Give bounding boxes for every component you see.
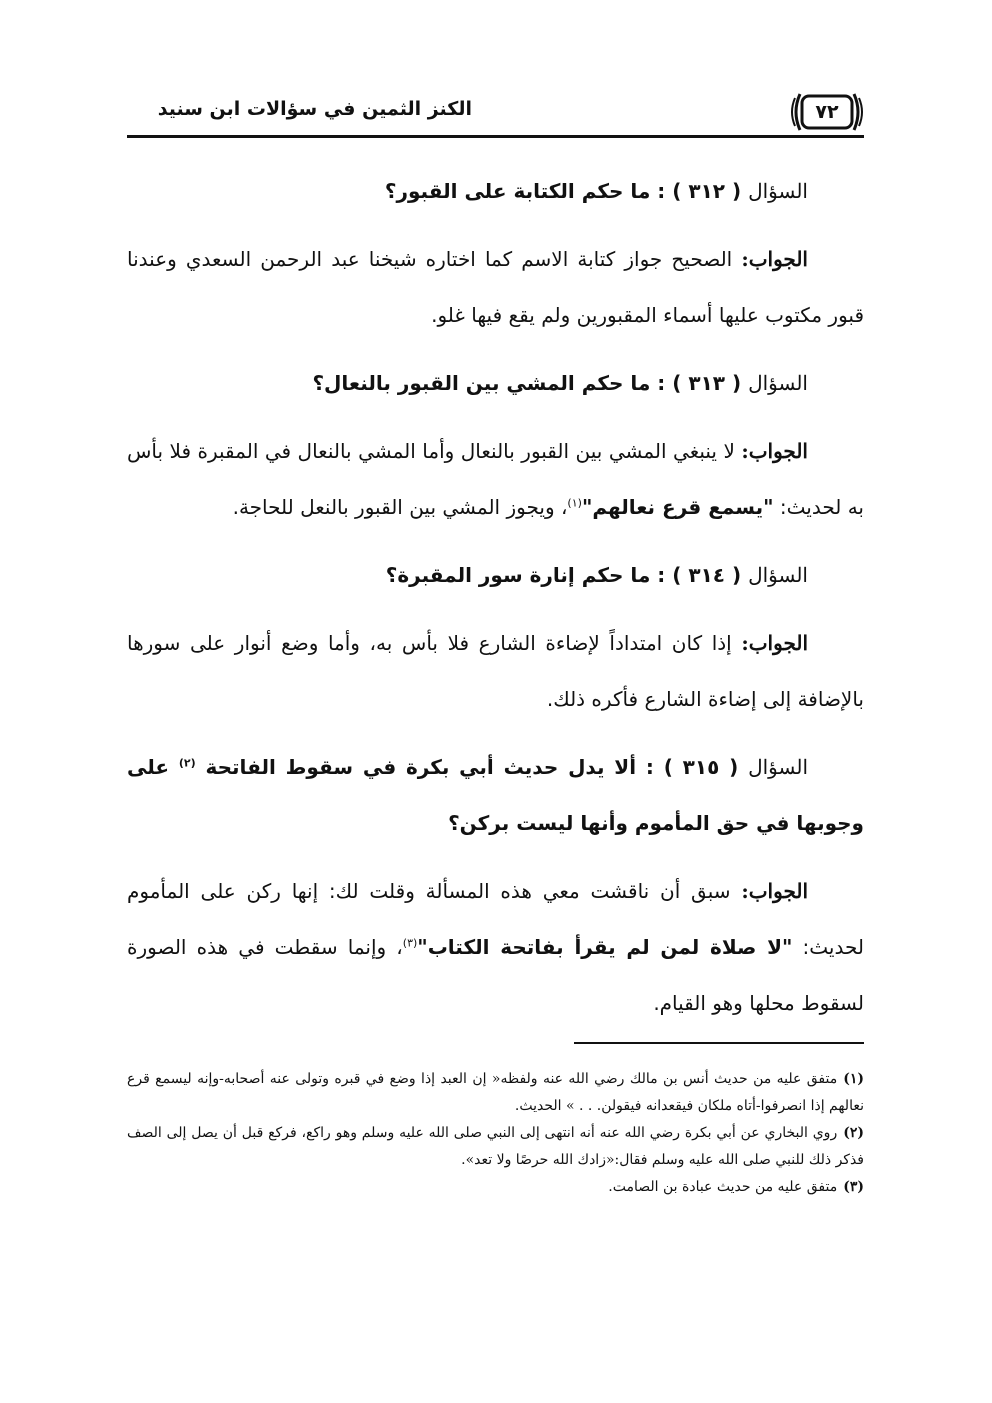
question-number: ( ٣١٢ ) :	[657, 179, 742, 203]
footnote-ref: (٣)	[402, 936, 418, 950]
question-text: ما حكم الكتابة على القبور؟	[384, 179, 651, 203]
question-number: ( ٣١٣ ) :	[657, 371, 742, 395]
hadith-quote: "يسمع قرع نعالهم"	[581, 495, 774, 519]
footnote-text: روي البخاري عن أبي بكرة رضي الله عنه أنه انتهى إلى النبي صلى الله عليه وسلم وهو راكع، فركع قبل أن يصل إلى الصف فذكر ذلك للنبي صلى الله عليه وسلم فقال:«زادك الله حرصًا ولا تعد».	[127, 1125, 864, 1168]
question-text-continued: على وجوبها في حق المأموم وأنها ليست بركن؟	[127, 755, 864, 835]
question-label: السؤال	[748, 563, 808, 587]
footnote-number: (٣)	[843, 1179, 864, 1195]
answer-label: الجواب:	[741, 631, 809, 655]
answer-text-continued: ، ويجوز المشي بين القبور بالنعل للحاجة.	[232, 495, 568, 519]
question-label: السؤال	[748, 179, 808, 203]
main-content	[127, 163, 864, 1043]
question-text: ألا يدل حديث أبي بكرة في سقوط الفاتحة	[205, 755, 637, 779]
footnote-ref: (٢)	[178, 756, 196, 770]
page-header	[127, 92, 864, 136]
footnote-text: متفق عليه من حديث أنس بن مالك رضي الله عنه ولفظه« إن العبد إذا وضع في قبره وتولى عنه أصحابه-وإنه ليسمع قرع نعالهم إذا انصرفوا-أتاه ملكان فيقعدانه فيقولن. . . » الحديث.	[127, 1071, 864, 1114]
answer-label: الجواب:	[741, 439, 808, 463]
footnote-2	[127, 1120, 864, 1174]
page-number: ٧٢	[815, 101, 839, 123]
book-title: الكنز الثمين في سؤالات ابن سنيد	[157, 98, 472, 120]
question-313	[127, 355, 864, 411]
question-315	[127, 739, 864, 851]
answer-text-continued: ، وإنما سقطت في هذه الصورة لسقوط محلها وهو القيام.	[127, 935, 864, 1015]
answer-312	[127, 231, 864, 343]
answer-label: الجواب:	[741, 879, 809, 903]
question-312	[127, 163, 864, 219]
answer-314	[127, 615, 864, 727]
footnote-ref: (١)	[567, 496, 582, 510]
question-314	[127, 547, 864, 603]
hadith-quote: "لا صلاة لمن لم يقرأ بفاتحة الكتاب"	[417, 935, 793, 959]
footnote-number: (١)	[843, 1071, 864, 1087]
answer-text: إذا كان امتداداً لإضاءة الشارع فلا بأس به، وأما وضع أنوار على سورها بالإضافة إلى إضاءة الشارع فأكره ذلك.	[127, 631, 864, 711]
answer-label: الجواب:	[741, 247, 808, 271]
footnote-3	[127, 1174, 864, 1201]
footnote-text: متفق عليه من حديث عبادة بن الصامت.	[608, 1179, 838, 1195]
footnotes	[127, 1066, 864, 1201]
question-label: السؤال	[748, 755, 809, 779]
page-number-badge	[790, 92, 864, 132]
question-number: ( ٣١٥ ) :	[645, 755, 739, 779]
question-text: ما حكم إنارة سور المقبرة؟	[385, 563, 651, 587]
footnote-number: (٢)	[843, 1125, 864, 1141]
answer-313	[127, 423, 864, 535]
footnote-separator	[574, 1042, 864, 1044]
answer-315	[127, 863, 864, 1031]
question-text: ما حكم المشي بين القبور بالنعال؟	[312, 371, 651, 395]
question-label: السؤال	[748, 371, 808, 395]
answer-text: سبق أن ناقشت معي هذه المسألة وقلت لك: إنها ركن على المأموم لحديث:	[127, 879, 864, 959]
footnote-1	[127, 1066, 864, 1120]
answer-text: الصحيح جواز كتابة الاسم كما اختاره شيخنا عبد الرحمن السعدي وعندنا قبور مكتوب عليها أسماء المقبورين ولم يقع فيها غلو.	[127, 247, 864, 327]
answer-text: لا ينبغي المشي بين القبور بالنعال وأما المشي بالنعال في المقبرة فلا بأس به لحديث:	[127, 439, 864, 519]
question-number: ( ٣١٤ ) :	[657, 563, 742, 587]
header-rule	[127, 135, 864, 138]
